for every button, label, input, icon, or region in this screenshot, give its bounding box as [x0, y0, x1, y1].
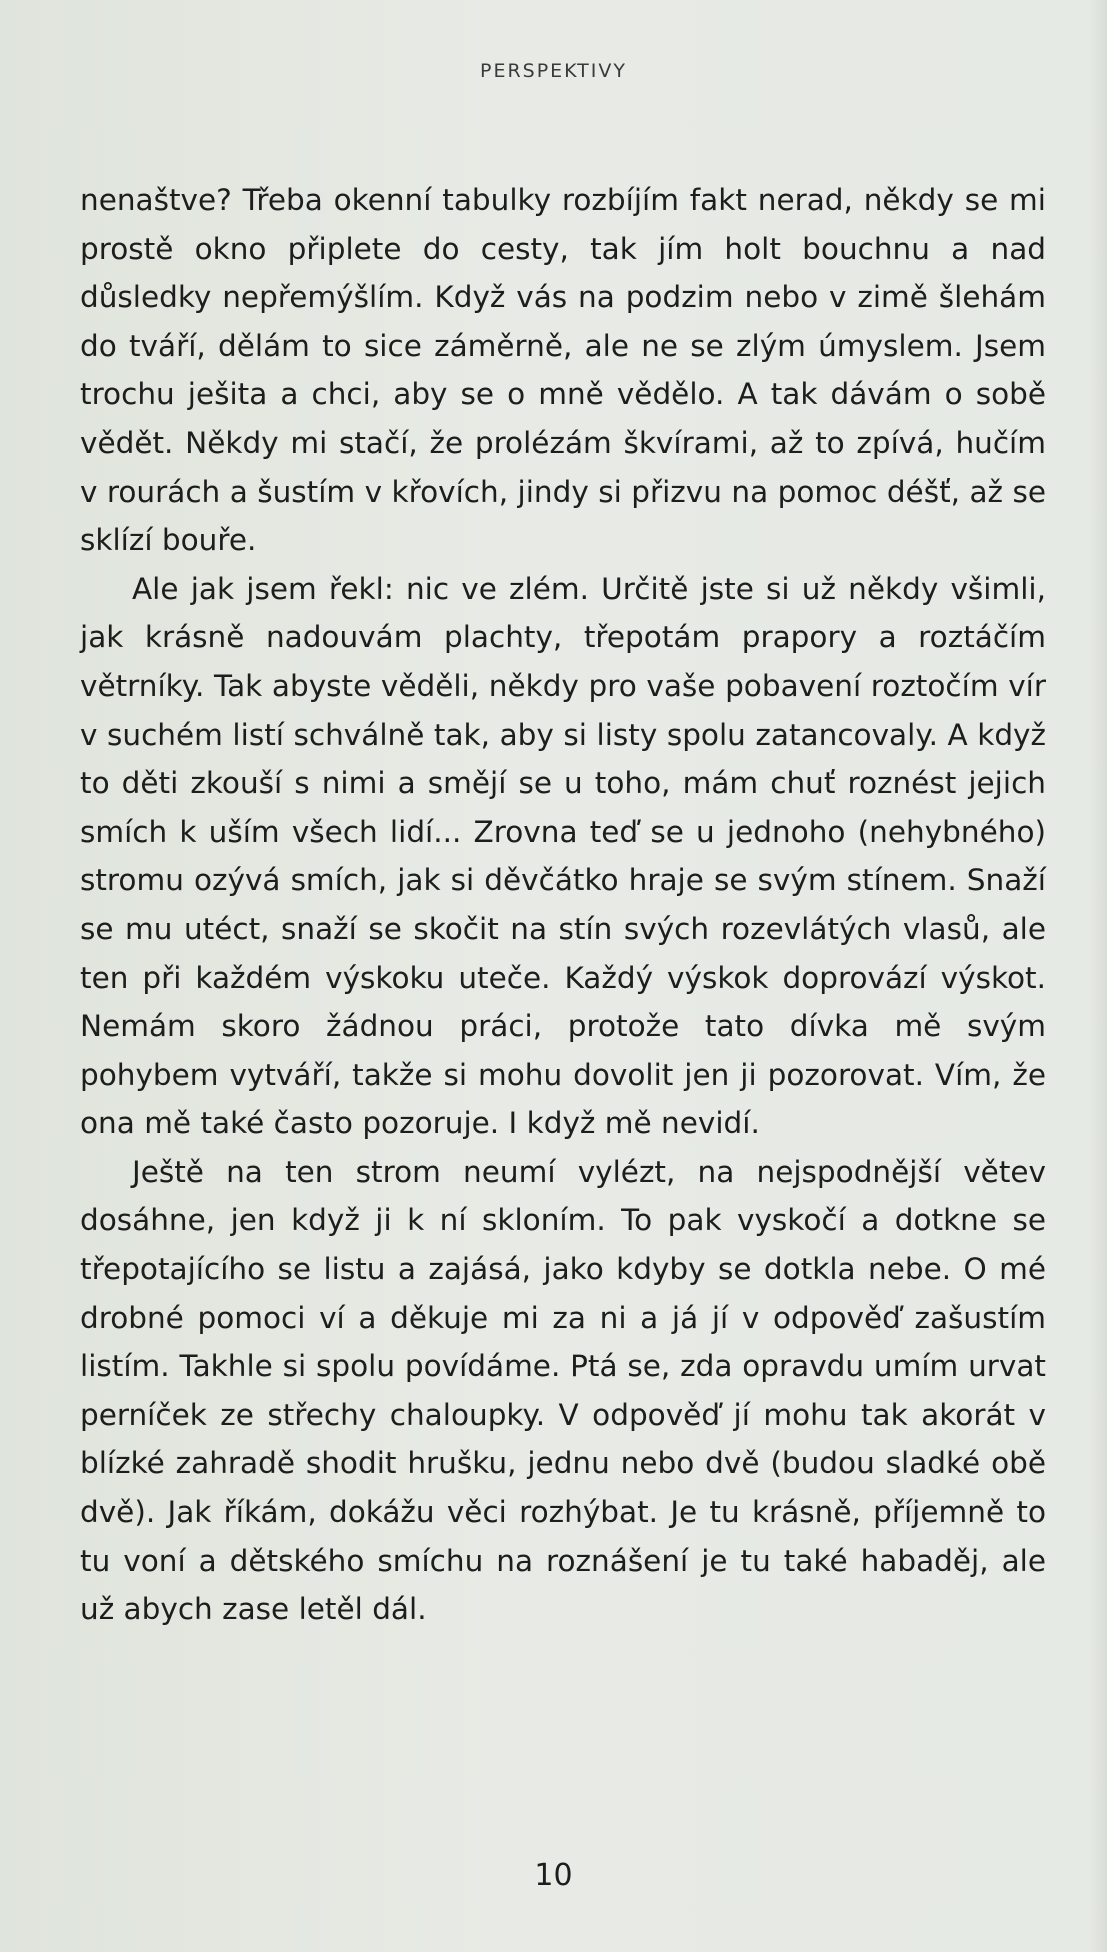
running-head: PERSPEKTIVY: [480, 60, 627, 82]
paragraph-2: Ale jak jsem řekl: nic ve zlém. Určitě jste si už někdy všimli, jak krásně nadouvám plachty, třepotám prapory a roztáčím větrníky. Tak abyste věděli, někdy pro vaše pobavení roztočím vír v suchém listí schválně tak, aby si listy spolu zatancovaly. A když to děti zkouší s nimi a smějí se u toho, mám chuť roznést jejich smích k uším všech lidí... Zrovna teď se u jednoho (nehybného) stromu ozývá smích, jak si děvčátko hraje se svým stínem. Snaží se mu utéct, snaží se skočit na stín svých rozevlátých vlasů, ale ten při každém výskoku uteče. Každý výskok doprovází výskot. Nemám skoro žádnou práci, protože tato dívka mě svým pohybem vytváří, takže si mohu dovolit jen ji pozorovat. Vím, že ona mě také často pozoruje. I když mě nevidí.: [80, 571, 1046, 1141]
page-number: 10: [534, 1858, 573, 1893]
paragraph-1: nenaštve? Třeba okenní tabulky rozbíjím fakt nerad, někdy se mi prostě okno připlete do cesty, tak jím holt bouchnu a nad důsledky nepřemýšlím. Když vás na podzim nebo v zimě šlehám do tváří, dělám to sice záměrně, ale ne se zlým úmyslem. Jsem trochu ješita a chci, aby se o mně vědělo. A tak dávám o sobě vědět. Někdy mi stačí, že prolézám škvírami, až to zpívá, hučím v rourách a šustím v křovích, jindy si přizvu na pomoc déšť, až se sklízí bouře.: [80, 183, 1046, 558]
body-text: [80, 176, 1046, 1634]
paragraph-3: Ještě na ten strom neumí vylézt, na nejspodnější větev dosáhne, jen když ji k ní skloním. To pak vyskočí a dotkne se třepotajícího se listu a zajásá, jako kdyby se dotkla nebe. O mé drobné pomoci ví a děkuje mi za ni a já jí v odpověď zašustím listím. Takhle si spolu povídáme. Ptá se, zda opravdu umím urvat perníček ze střechy chaloupky. V odpověď jí mohu tak akorát v blízké zahradě shodit hrušku, jednu nebo dvě (budou sladké obě dvě). Jak říkám, dokážu věci rozhýbat. Je tu krásně, příjemně to tu voní a dětského smíchu na roznášení je tu také habaděj, ale už abych zase letěl dál.: [80, 1154, 1046, 1627]
